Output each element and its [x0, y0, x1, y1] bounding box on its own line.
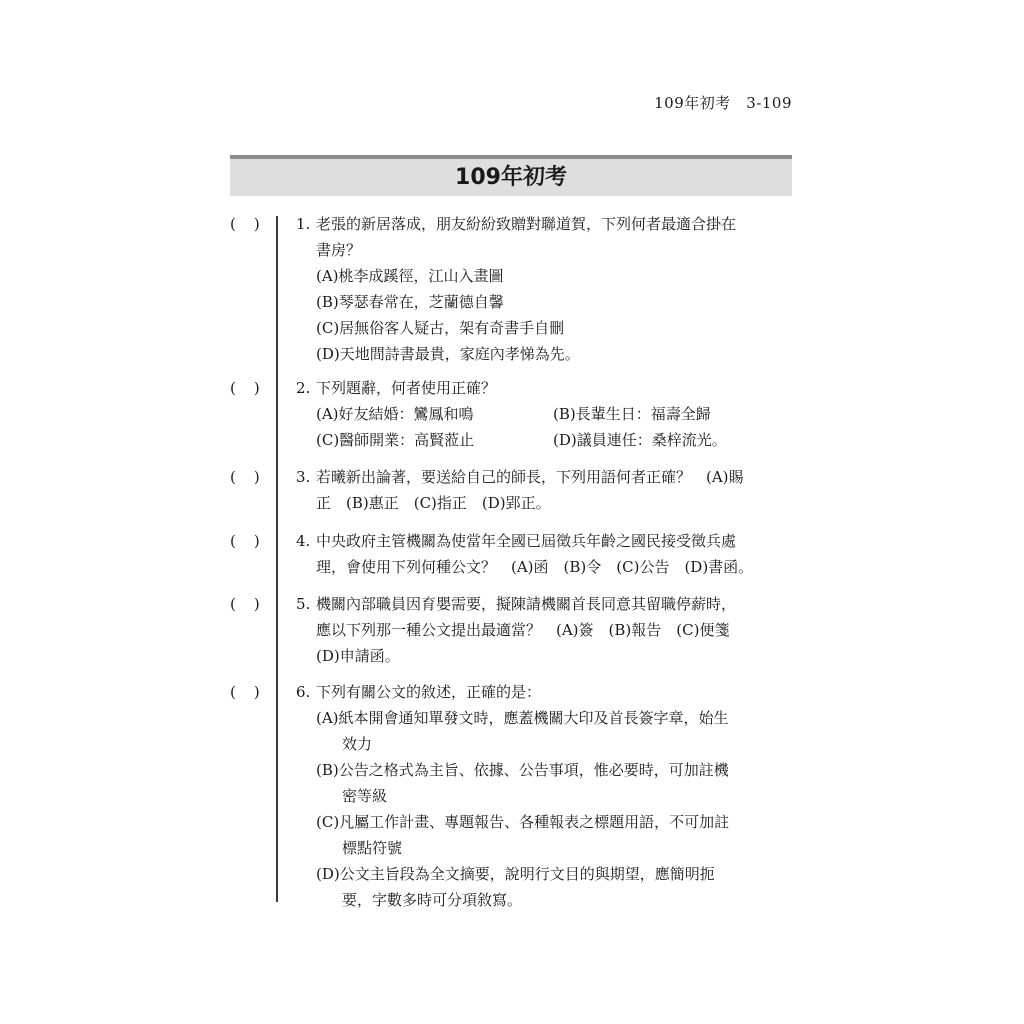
question-stem-line: 書房？	[316, 241, 362, 259]
answer-blank: ( )	[230, 215, 260, 233]
option-grid	[316, 401, 794, 453]
option-a-continued: 效力	[342, 735, 373, 753]
question-stem-line: 中央政府主管機關為使當年全國已屆徵兵年齡之國民接受徵兵處	[316, 532, 737, 550]
question-body	[316, 464, 794, 516]
question-body	[316, 679, 794, 913]
option-d: (D)天地間詩書最貴，家庭內孝悌為先。	[316, 345, 580, 363]
option-c: (C)醫師開業：高賢蒞止	[316, 431, 475, 449]
option-c-continued: 標點符號	[342, 839, 403, 857]
question-number: 6.	[296, 683, 311, 701]
answer-column-divider	[276, 216, 278, 902]
option-d: (D)公文主旨段為全文摘要，說明行文目的與期望，應簡明扼	[316, 865, 715, 883]
question-body	[316, 528, 794, 580]
option-d: (D)議員連任：桑梓流光。	[553, 431, 727, 449]
option-a: (A)好友結婚：鸞鳳和鳴	[316, 405, 474, 423]
question-body	[316, 375, 794, 453]
option-a: (A)紙本開會通知單發文時，應蓋機關大印及首長簽字章，始生	[316, 709, 729, 727]
answer-blank: ( )	[230, 683, 260, 701]
question-number: 3.	[296, 468, 311, 486]
question-body	[316, 591, 794, 669]
answer-blank: ( )	[230, 595, 260, 613]
option-d-continued: 要，字數多時可分項敘寫。	[342, 891, 523, 909]
question-stem-line: 理，會使用下列何種公文？ (A)函 (B)令 (C)公告 (D)書函。	[316, 558, 754, 576]
answer-blank: ( )	[230, 468, 260, 486]
question-stem-line: 應以下列那一種公文提出最適當？ (A)簽 (B)報告 (C)便箋	[316, 621, 730, 639]
question-stem-line: 下列有關公文的敘述，正確的是：	[316, 683, 542, 701]
option-b: (B)琴瑟春常在，芝蘭德自馨	[316, 293, 504, 311]
answer-blank: ( )	[230, 379, 260, 397]
option-b-continued: 密等級	[342, 787, 388, 805]
question-number: 1.	[296, 215, 311, 233]
question-stem-line: 機關內部職員因育嬰需要，擬陳請機關首長同意其留職停薪時，	[316, 595, 737, 613]
question-number: 4.	[296, 532, 311, 550]
option-c: (C)居無俗客人疑古，架有奇書手自刪	[316, 319, 565, 337]
option-c: (C)凡屬工作計畫、專題報告、各種報表之標題用語，不可加註	[316, 813, 730, 831]
question-stem-line: 若曦新出論著，要送給自己的師長，下列用語何者正確？ (A)賜	[316, 468, 744, 486]
question-number: 5.	[296, 595, 311, 613]
question-stem-line: 下列題辭，何者使用正確？	[316, 379, 497, 397]
question-body	[316, 211, 794, 367]
running-header: 109年初考 3-109	[654, 94, 792, 112]
question-number: 2.	[296, 379, 311, 397]
question-stem-line: 老張的新居落成，朋友紛紛致贈對聯道賀，下列何者最適合掛在	[316, 215, 737, 233]
question-stem-line: (D)申請函。	[316, 647, 400, 665]
section-title: 109年初考	[230, 155, 792, 196]
question-stem-line: 正 (B)惠正 (C)指正 (D)郢正。	[316, 494, 551, 512]
answer-blank: ( )	[230, 532, 260, 550]
option-b: (B)公告之格式為主旨、依據、公告事項，惟必要時，可加註機	[316, 761, 729, 779]
option-a: (A)桃李成蹊徑，江山入畫圖	[316, 267, 504, 285]
option-b: (B)長輩生日：福壽全歸	[553, 405, 711, 423]
